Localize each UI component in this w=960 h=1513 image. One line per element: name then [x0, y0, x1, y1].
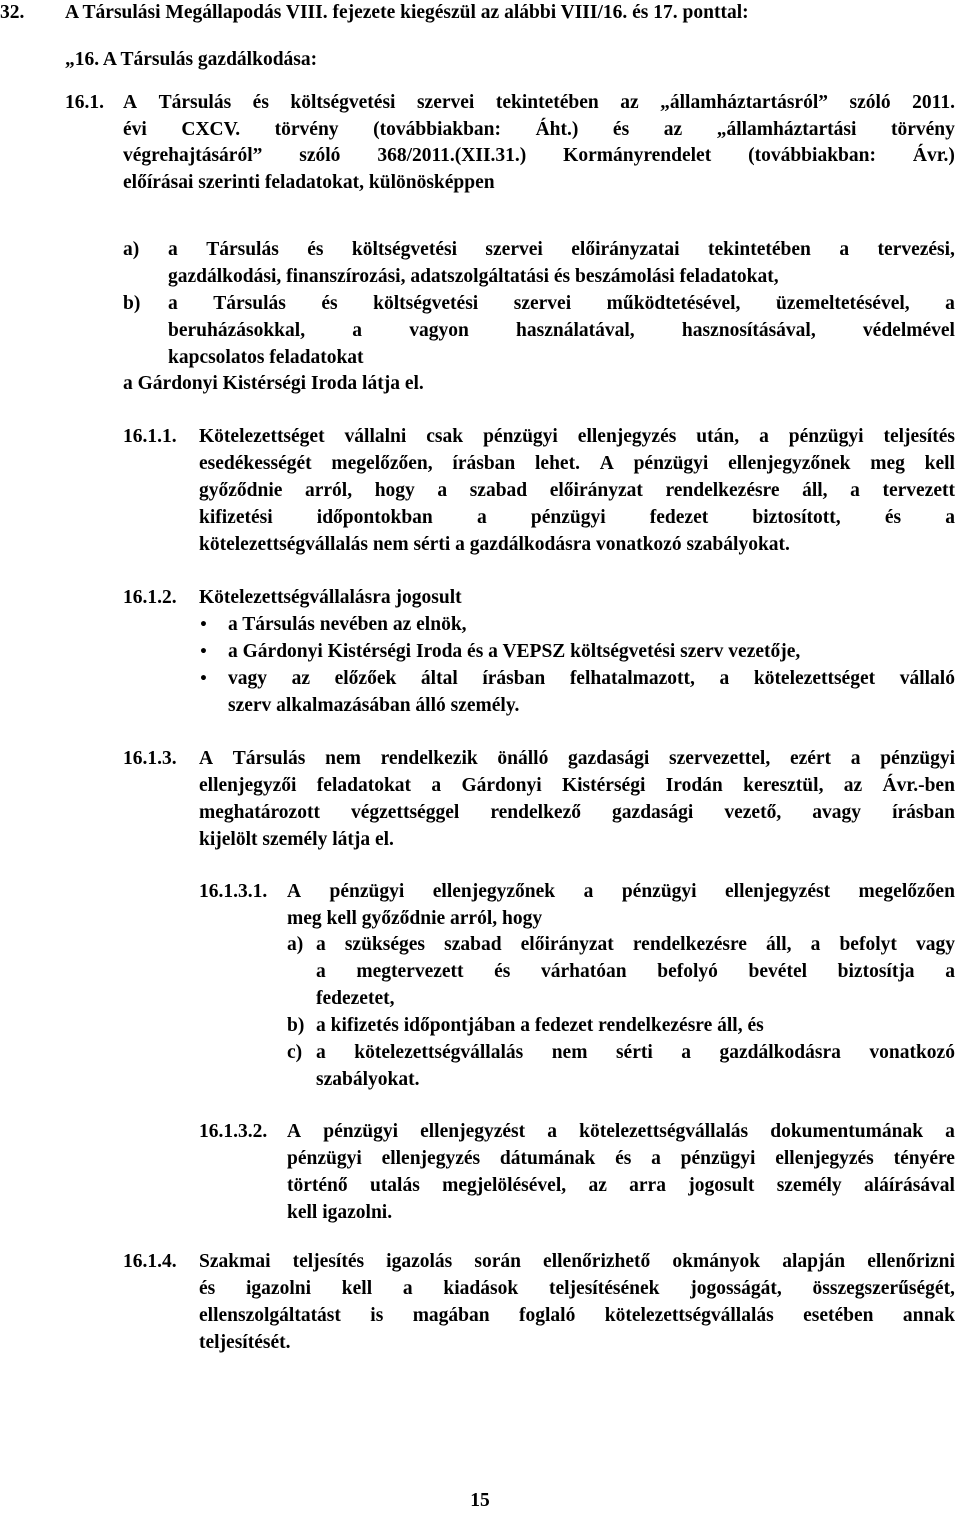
bullet-item: szerv alkalmazásában álló személy.: [228, 695, 520, 716]
list-item-line: szabályokat.: [316, 1069, 420, 1090]
paragraph-line: kell igazolni.: [287, 1202, 393, 1223]
paragraph-line: ellenjegyzői feladatokat a Gárdonyi Kistérségi Irodán keresztül, az Ávr.-ben: [199, 775, 955, 796]
paragraph-line: meghatározott végzettséggel rendelkező gazdasági vezető, avagy írásban: [199, 802, 955, 823]
paragraph-line: kijelölt személy látja el.: [199, 829, 394, 850]
list-item-line: a megtervezett és várhatóan befolyó bevétel biztosítja a: [316, 961, 955, 982]
paragraph-line: a Gárdonyi Kistérségi Iroda látja el.: [123, 373, 424, 394]
list-item-line: beruházásokkal, a vagyon használatával, hasznosításával, védelmével: [168, 320, 955, 341]
paragraph-line: teljesítését.: [199, 1332, 291, 1353]
paragraph-line: kötelezettségvállalás nem sérti a gazdálkodásra vonatkozó szabályokat.: [199, 534, 790, 555]
page-number: 15: [470, 1490, 490, 1511]
paragraph-line: és igazolni kell a kiadások teljesítésének jogosságát, összegszerűségét,: [199, 1278, 955, 1299]
list-marker: b): [123, 293, 141, 314]
paragraph-line: Kötelezettséget vállalni csak pénzügyi ellenjegyzés után, a pénzügyi teljesítés: [199, 426, 955, 447]
paragraph-line: kifizetési időpontokban a pénzügyi fedezet biztosított, és a: [199, 507, 955, 528]
heading-text: A Társulási Megállapodás VIII. fejezete kiegészül az alábbi VIII/16. és 17. ponttal:: [65, 2, 749, 23]
paragraph-number: 16.1.: [65, 92, 104, 113]
paragraph-number: 16.1.1.: [123, 426, 177, 447]
paragraph-line: pénzügyi ellenjegyzés dátumának és a pénzügyi ellenjegyzés tényére: [287, 1148, 955, 1169]
paragraph-number: 16.1.3.2.: [199, 1121, 268, 1142]
bullet-item: vagy az előzőek által írásban felhatalmazott, a kötelezettséget vállaló: [228, 668, 955, 689]
paragraph-line: esedékességét megelőzően, írásban lehet. A pénzügyi ellenjegyzőnek meg kell: [199, 453, 955, 474]
list-item-line: fedezetet,: [316, 988, 395, 1009]
list-marker: b): [287, 1015, 305, 1036]
paragraph-line: Kötelezettségvállalásra jogosult: [199, 587, 462, 608]
list-marker: c): [287, 1042, 303, 1063]
paragraph-line: évi CXCV. törvény (továbbiakban: Áht.) és az „államháztartási törvény: [123, 118, 955, 140]
bullet-item: a Gárdonyi Kistérségi Iroda és a VEPSZ költségvetési szerv vezetője,: [228, 641, 801, 662]
paragraph-line: végrehajtásáról” szóló 368/2011.(XII.31.) Kormányrendelet (továbbiakban: Ávr.): [123, 145, 955, 166]
paragraph-line: győződnie arról, hogy a szabad előirányzat rendelkezésre áll, a tervezett: [199, 480, 955, 501]
list-item-line: a Társulás és költségvetési szervei működtetésével, üzemeltetésével, a: [168, 293, 955, 314]
paragraph-number: 16.1.3.: [123, 748, 177, 769]
paragraph-number: 16.1.3.1.: [199, 881, 268, 902]
list-item-line: kapcsolatos feladatokat: [168, 347, 364, 368]
paragraph-line: ellenszolgáltatást is magában foglaló kötelezettségvállalás esetében annak: [199, 1305, 955, 1326]
paragraph-line: Szakmai teljesítés igazolás során ellenőrizhető okmányok alapján ellenőrizni: [199, 1251, 955, 1272]
paragraph-line: meg kell győződnie arról, hogy: [287, 908, 543, 929]
list-item-line: a szükséges szabad előirányzat rendelkezésre áll, a befolyt vagy: [316, 934, 955, 955]
paragraph-line: előírásai szerinti feladatokat, különösképpen: [123, 171, 495, 193]
list-marker: a): [123, 239, 140, 260]
paragraph-line: A Társulás nem rendelkezik önálló gazdasági szervezettel, ezért a pénzügyi: [199, 748, 955, 769]
list-marker: a): [287, 934, 304, 955]
heading-number: 32.: [0, 2, 25, 23]
bullet-icon: •: [199, 617, 208, 633]
list-item-line: a Társulás és költségvetési szervei előirányzatai tekintetében a tervezési,: [168, 239, 955, 260]
paragraph-line: A Társulás és költségvetési szervei tekintetében az „államháztartásról” szóló 2011.: [123, 92, 955, 113]
paragraph-number: 16.1.2.: [123, 587, 177, 608]
paragraph-line: történő utalás megjelölésével, az arra jogosult személy aláírásával: [287, 1175, 955, 1196]
bullet-item: a Társulás nevében az elnök,: [228, 614, 467, 635]
list-item-line: a kötelezettségvállalás nem sérti a gazdálkodásra vonatkozó: [316, 1042, 955, 1063]
paragraph-line: A pénzügyi ellenjegyzést a kötelezettségvállalás dokumentumának a: [287, 1121, 955, 1142]
list-item-line: a kifizetés időpontjában a fedezet rendelkezésre áll, és: [316, 1015, 764, 1036]
paragraph-number: 16.1.4.: [123, 1251, 177, 1272]
list-item-line: gazdálkodási, finanszírozási, adatszolgáltatási és beszámolási feladatokat,: [168, 266, 779, 287]
paragraph-line: A pénzügyi ellenjegyzőnek a pénzügyi ellenjegyzést megelőzően: [287, 881, 955, 902]
bullet-icon: •: [199, 671, 208, 687]
bullet-icon: •: [199, 644, 208, 660]
subheading: „16. A Társulás gazdálkodása:: [65, 49, 318, 70]
